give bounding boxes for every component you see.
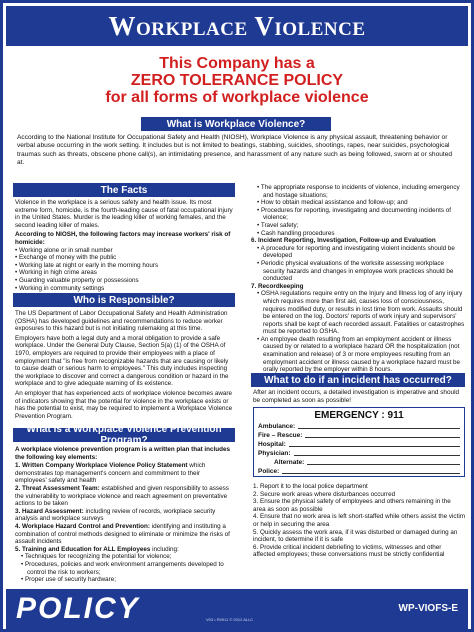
list-item: • Procedures for reporting, investigating and documenting incidents of violence; — [257, 207, 465, 222]
program-item-text: established and given responsibility to assess the vulnerability to workplace violence and reach agreement on preventative actions to be taken — [15, 484, 229, 508]
fill-in-line — [282, 473, 460, 474]
facts-risk-list — [15, 247, 233, 293]
emergency-row — [254, 457, 464, 466]
incident-step: 4. Ensure that no work area is left short-staffed while others assist the victim or help in securing the area — [253, 513, 465, 528]
incident-heading-text: What to do if an incident has occurred? — [264, 374, 452, 386]
zero-tolerance-headline — [3, 55, 471, 106]
fill-in-line — [294, 455, 460, 456]
list-item: • Guarding valuable property or possessions — [15, 277, 233, 285]
poster-title: Workplace Violence — [108, 10, 366, 41]
incident-step: 1. Report it to the local police department — [253, 483, 368, 490]
program-item — [15, 508, 233, 523]
section-7-list — [251, 290, 465, 374]
program-body — [15, 446, 233, 584]
program-item-title: 1. Written Company Workplace Violence Policy Statement — [15, 462, 188, 470]
training-continued-list — [251, 184, 465, 237]
poster-code: WP-VIOFS-E — [398, 603, 458, 614]
facts-heading — [13, 183, 235, 197]
list-item: • How to obtain medical assistance and follow-up; and — [257, 199, 465, 207]
list-item: • A procedure for reporting and investigating violent incidents should be developed — [257, 245, 465, 260]
responsible-heading-text: Who is Responsible? — [73, 294, 175, 306]
emergency-label: Fire – Rescue: — [258, 432, 303, 439]
list-item: • Working alone or in small number — [15, 247, 233, 255]
training-sub-list — [15, 553, 233, 583]
emergency-row — [254, 430, 464, 439]
emergency-label: Police: — [258, 468, 280, 475]
version-text: V03 • R0911 © 2012 ALLC — [206, 617, 254, 622]
what-is-paragraph: According to the National Institute for Occupational Safety and Health (NIOSH), Workplace Violence is any physical assault, threatening behavior or verbal abuse occurring in the work setting. It includes but is not limited to beatings, stabbing, suicides, shootings, rapes, near suicides, psychological traumas such as threats, obscene phone call(s), an intimidating presence, and harassment of any nature such as being followed, sworn at or shouted at. — [17, 134, 453, 167]
program-item-text: which demonstrates top management's concern and commitment to their employees' safety and health — [15, 462, 206, 485]
fill-in-line — [289, 446, 460, 447]
title-bar — [6, 6, 468, 46]
emergency-label: Alternate: — [274, 459, 305, 466]
incident-step: 6. Provide critical incident debriefing to victims, witnesses and other affected employees; these conversations must be strictly confidential — [253, 543, 445, 559]
facts-risk-intro: According to NIOSH, the following factors may increase workers' risk of homicide: — [15, 231, 231, 246]
program-intro: A workplace violence prevention program is a written plan that includes the following key elements: — [15, 446, 230, 461]
list-item: • Techniques for recognizing the potential for violence; — [21, 553, 233, 561]
emergency-row — [254, 448, 464, 457]
responsible-heading — [13, 293, 235, 307]
list-item: • Working in community settings — [15, 285, 233, 293]
incident-steps — [253, 483, 465, 559]
incident-step: 2. Secure work areas where disturbances occurred — [253, 490, 396, 498]
fill-in-line — [307, 464, 460, 465]
headline-line-3: for all forms of workplace violence — [105, 89, 369, 106]
incident-intro — [253, 389, 465, 406]
section-6-title: 6. Incident Reporting, Investigation, Follow-up and Evaluation — [251, 237, 436, 245]
list-item: • Proper use of security hardware; — [21, 576, 233, 584]
incident-intro-text: After an incident occurs, a detailed investigation is imperative and should be completed as soon as possible! — [253, 389, 460, 404]
list-item: • An employee death resulting from an employment accident or illness caused by or related to a workplace hazard OR the hospitalization (not examination and release) of 3 or more employees resulting from an employment accident or illness caused by a workplace hazard must be orally reported by the employer within 8 hours. — [257, 336, 465, 374]
responsible-p1: The US Department of Labor Occupational Safety and Health Administration (OSHA) has developed guidelines and recommendations to reduce worker exposures to this hazard but is not initiating rulemaking at this time. — [15, 310, 228, 333]
program-item-title: 2. Threat Assessment Team: — [15, 484, 100, 492]
program-item — [15, 523, 233, 546]
headline-line-2: ZERO TOLERANCE POLICY — [130, 72, 344, 89]
fill-in-line — [305, 437, 460, 438]
list-item: • Cash handling procedures — [257, 230, 465, 238]
facts-body — [15, 199, 233, 292]
what-is-heading — [141, 117, 331, 131]
program-item — [15, 485, 233, 508]
emergency-row — [254, 466, 464, 475]
list-item: • OSHA regulations require entry on the Injury and Illness log of any injury which requires more than first aid, causes loss of consciousness, requires modified duty, or results in lost time from work. Assaults should be entered on the log. Doctors' reports of work injury and supervisors' reports shall be kept of each recorded assault. Fatalities or catastrophes must be reported to OSHA. — [257, 290, 465, 336]
list-item: • Working in high crime areas — [15, 269, 233, 277]
list-item: • Procedures, policies and work environment arrangements developed to control the risk to workers; — [21, 561, 233, 576]
program-heading — [13, 424, 235, 446]
list-item: • Exchange of money with the public — [15, 254, 233, 262]
program-item-title: 4. Workplace Hazard Control and Prevention: — [15, 522, 150, 530]
program-item-text: including: — [150, 545, 179, 553]
what-is-heading-text: What is Workplace Violence? — [166, 118, 306, 130]
facts-heading-text: The Facts — [100, 184, 148, 196]
emergency-label: Physician: — [258, 450, 291, 457]
incident-step: 3. Ensure the physical safety of employees and others remaining in the area as soon as possible — [253, 498, 451, 513]
facts-intro: Violence in the workplace is a serious safety and health issue. Its most extreme form, homicide, is the fourth-leading cause of fatal occupational injury in the United States. Murder is the leading killer of working females, and the second leading killer of males. — [15, 199, 233, 229]
program-item — [15, 546, 233, 554]
headline-line-1: This Company has a — [159, 55, 315, 72]
list-item: • Travel safety; — [257, 222, 465, 230]
fill-in-line — [298, 428, 460, 429]
policy-wordmark: POLICY — [16, 592, 140, 625]
footer-bar — [6, 589, 468, 629]
emergency-contacts-box — [253, 407, 465, 477]
program-item-title: 5. Training and Education for ALL Employees — [15, 545, 151, 553]
list-item: • Working late at night or early in the morning hours — [15, 262, 233, 270]
section-7-title: 7. Recordkeeping — [251, 282, 304, 290]
responsible-body — [15, 310, 233, 422]
emergency-label: Hospital: — [258, 441, 286, 448]
section-6-list — [251, 245, 465, 283]
right-column-body — [251, 184, 465, 374]
program-heading-text: What is a Workplace Violence Prevention Program? — [26, 424, 222, 446]
program-item-title: 3. Hazard Assessment: — [15, 507, 84, 515]
program-item-text: including review of records, workplace security analysis and workplace surveys — [15, 507, 216, 523]
emergency-title: EMERGENCY : 911 — [314, 410, 404, 421]
incident-heading — [251, 373, 465, 387]
program-item — [15, 462, 233, 485]
responsible-p2: Employers have both a legal duty and a moral obligation to provide a safe workplace. Under the General Duty Clause, Section 5(a) (1) of the OSHA of 1970, employers are required to provide their employees with a place of employment that "is free from recognizable hazards that are causing or likely to cause death or serious harm to employees." This duty includes inspecting the workplace to discover and correct a dangerous condition or hazard in the workplace and to give adequate warning of its existence. — [15, 334, 229, 388]
emergency-label: Ambulance: — [258, 423, 296, 430]
list-item: • The appropriate response to incidents of violence, including emergency and hostage situations; — [257, 184, 465, 199]
what-is-body — [17, 134, 457, 170]
list-item: • Periodic physical evaluations of the worksite assessing workplace security hazards and changes in employee work practices should be conducted — [257, 260, 465, 283]
responsible-p3: An employer that has experienced acts of workplace violence becomes aware of indicators showing that the potential for violence in the workplace exists or has the potential to exist, may be required to implement a Workplace Violence Prevention Program. — [15, 389, 233, 420]
program-item-text: identifying and instituting a combination of control methods designed to eliminate or minimize the risks of assault incidents — [15, 522, 230, 546]
emergency-row — [254, 439, 464, 448]
emergency-row — [254, 421, 464, 430]
incident-step: 5. Quickly assess the work area, if it was disturbed or damaged during an incident, to determine if it is safe — [253, 528, 458, 544]
